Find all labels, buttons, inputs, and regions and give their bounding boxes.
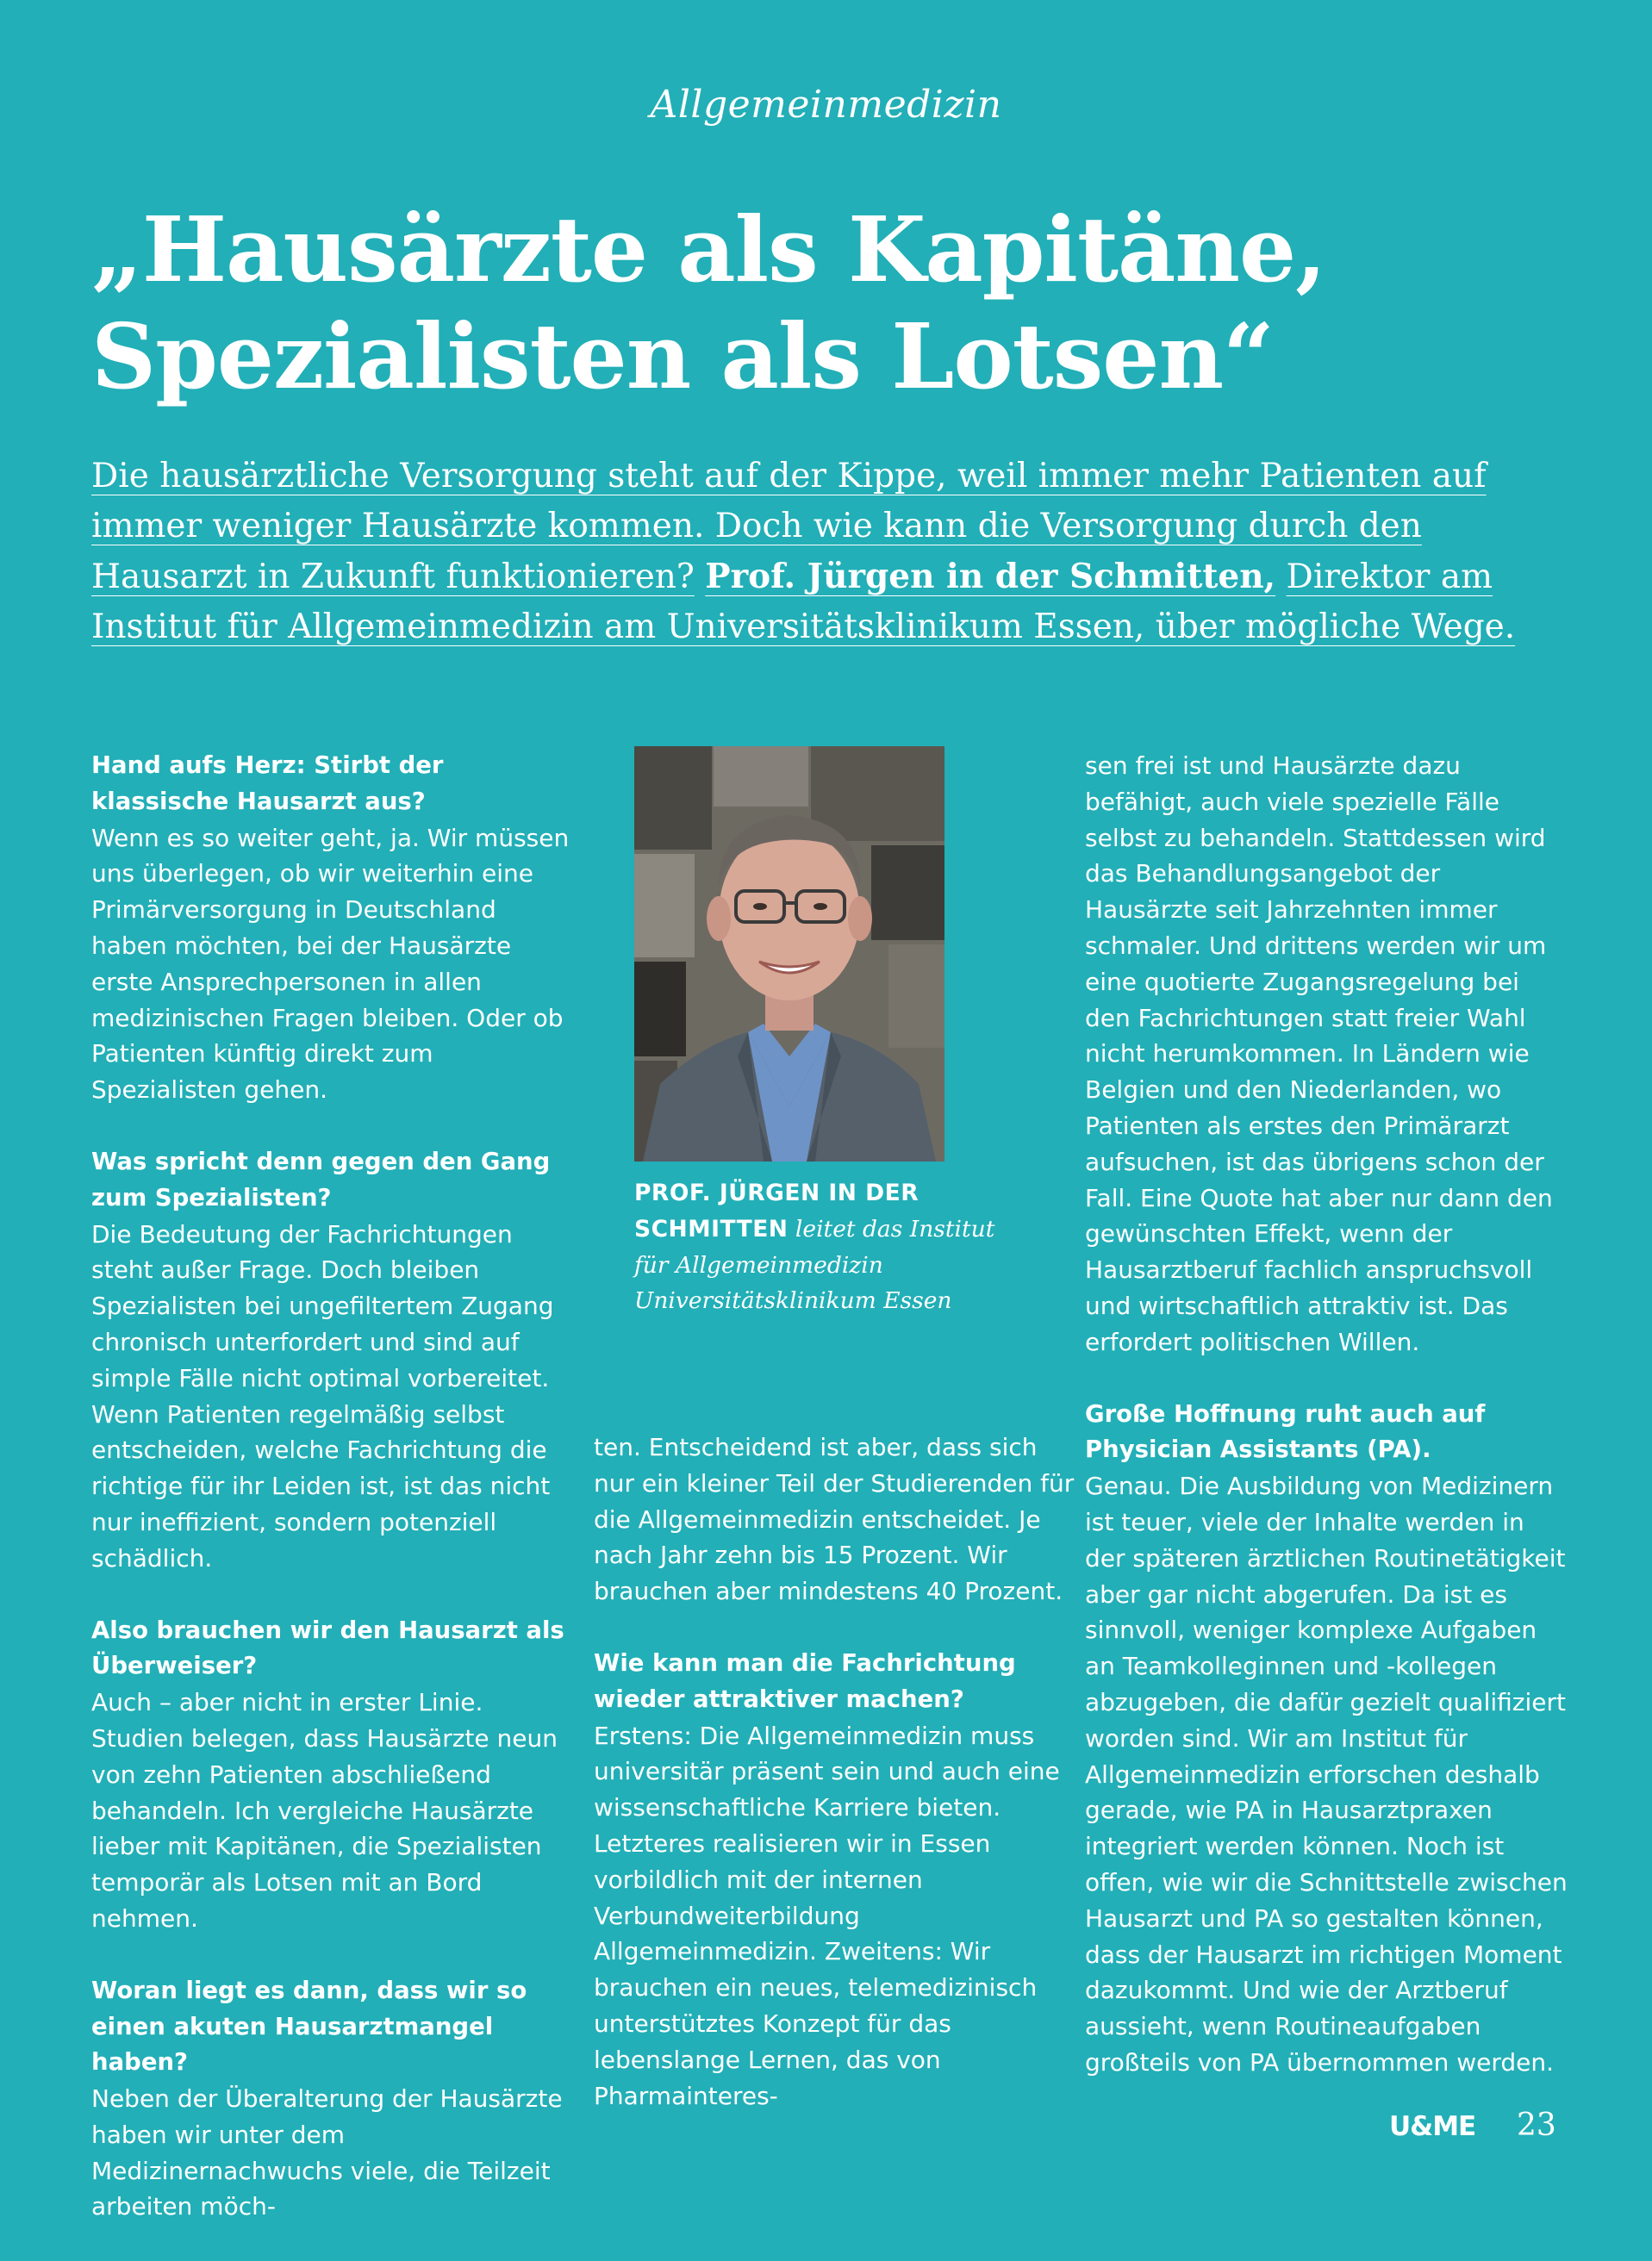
qa-block bbox=[91, 1613, 574, 1937]
page-number: 23 bbox=[1517, 2108, 1556, 2143]
qa-block bbox=[594, 1646, 1076, 2114]
question: Hand aufs Herz: Stirbt der klassische Hausarzt aus? bbox=[91, 751, 444, 815]
column-3 bbox=[1085, 748, 1568, 2081]
section-label: Allgemeinmedizin bbox=[650, 83, 1002, 127]
caption-name: PROF. JÜRGEN IN DER SCHMITTEN bbox=[634, 1180, 920, 1243]
answer: Erstens: Die Allgemeinmedizin muss universitär präsent sein und auch eine wissenschaftliche Karriere bieten. Letzteres realisieren wir in Essen vorbildlich mit der internen Verbundweiterbildung Allgemeinmedizin. Zweitens: Wir brauchen ein neues, telemedizinisch unterstütztes Konzept für das lebenslange Lernen, das von Pharmainteres- bbox=[594, 1721, 1060, 2110]
photo-caption bbox=[634, 1175, 1013, 1319]
qa-block bbox=[91, 1144, 574, 1577]
answer: Die Bedeutung der Fachrichtungen steht außer Frage. Doch bleiben Spezialisten bei ungefiltertem Zugang chronisch unterfordert und sind auf simple Fälle nicht optimal vorbereitet. Wenn Patienten regelmäßig selbst entscheiden, welche Fachrichtung die richtige für ihr Leiden ist, ist das nicht nur ineffizient, sondern potenziell schädlich. bbox=[91, 1219, 554, 1573]
intro-text: Die hausärztliche Versorgung steht auf der Kippe, weil immer mehr Patienten auf immer weniger Hausärzte kommen. Doch wie kann die Versorgung durch den Hausarzt in Zukunft funktionieren? bbox=[91, 457, 1487, 596]
qa-block bbox=[91, 748, 574, 1108]
question: Also brauchen wir den Hausarzt als Überweiser? bbox=[91, 1616, 564, 1680]
intro-name: Prof. Jürgen in der Schmitten, bbox=[705, 557, 1276, 596]
headline bbox=[91, 196, 1556, 410]
caption-text: leitet das Institut für Allgemeinmedizin Universitätsklinikum Essen bbox=[634, 1215, 995, 1315]
question: Was spricht denn gegen den Gang zum Spezialisten? bbox=[91, 1147, 551, 1211]
column-2 bbox=[594, 1429, 1076, 2114]
qa-block bbox=[91, 1973, 574, 2226]
intro-lead bbox=[91, 452, 1574, 652]
headline-line-2: Spezialisten als Lotsen“ bbox=[91, 303, 1274, 409]
column-1 bbox=[91, 748, 574, 2261]
question: Große Hoffnung ruht auch auf Physician Assistants (PA). bbox=[1085, 1399, 1486, 1464]
continued-text: sen frei ist und Hausärzte dazu befähigt, auch viele spezielle Fälle selbst zu behandeln. Stattdessen wird das Behandlungsangebot der Hausärzte seit Jahrzehnten immer schmaler. Und drittens werden wir um eine quotierte Zugangsregelung bei den Fachrichtungen statt freier Wahl nicht herumkommen. In Ländern wie Belgien und den Niederlanden, wo Patienten als erstes den Primärarzt aufsuchen, ist das übrigens schon der Fall. Eine Quote hat aber nur dann den gewünschten Effekt, wenn der Hausarztberuf fachlich anspruchsvoll und wirtschaftlich attraktiv ist. Das erfordert politischen Willen. bbox=[1085, 751, 1553, 1356]
intro-text-after: Direktor am Institut für Allgemeinmedizin am Universitätsklinikum Essen, über mögliche Wege. bbox=[91, 557, 1516, 646]
headline-line-1: „Hausärzte als Kapitäne, bbox=[91, 196, 1326, 302]
answer: Wenn es so weiter geht, ja. Wir müssen uns überlegen, ob wir weiterhin eine Primärversorgung in Deutschland haben möchten, bei der Hausärzte erste Ansprechpersonen in allen medizinischen Fragen bleiben. Oder ob Patienten künftig direkt zum Spezialisten gehen. bbox=[91, 823, 570, 1105]
question: Woran liegt es dann, dass wir so einen akuten Hausarztmangel haben? bbox=[91, 1976, 527, 2077]
question: Wie kann man die Fachrichtung wieder attraktiver machen? bbox=[594, 1648, 1016, 1713]
magazine-logo: U&ME bbox=[1389, 2111, 1476, 2142]
portrait-photo bbox=[634, 746, 944, 1162]
answer: Auch – aber nicht in erster Linie. Studien belegen, dass Hausärzte neun von zehn Patienten abschließend behandeln. Ich vergleiche Hausärzte lieber mit Kapitänen, die Spezialisten temporär als Lotsen mit an Bord nehmen. bbox=[91, 1688, 558, 1933]
answer: Genau. Die Ausbildung von Medizinern ist teuer, viele der Inhalte werden in der späteren ärztlichen Routinetätigkeit aber gar nicht abgerufen. Da ist es sinnvoll, weniger komplexe Aufgaben an Teamkolleginnen und -kollegen abzugeben, die dafür gezielt qualifiziert worden sind. Wir am Institut für Allgemeinmedizin erforschen deshalb gerade, wie PA in Hausarztpraxen integriert werden können. Noch ist offen, wie wir die Schnittstelle zwischen Hausarzt und PA so gestalten können, dass der Hausarzt im richtigen Moment dazukommt. Und wie der Arztberuf aussieht, wenn Routineaufgaben großteils von PA übernommen werden. bbox=[1085, 1472, 1568, 2077]
continued-text: ten. Entscheidend ist aber, dass sich nur ein kleiner Teil der Studierenden für die Allgemeinmedizin entscheidet. Je nach Jahr zehn bis 15 Prozent. Wir brauchen aber mindestens 40 Prozent. bbox=[594, 1433, 1075, 1606]
qa-block bbox=[1085, 1397, 1568, 2081]
answer: Neben der Überalterung der Hausärzte haben wir unter dem Medizinernachwuchs viele, die Teilzeit arbeiten möch- bbox=[91, 2084, 563, 2221]
